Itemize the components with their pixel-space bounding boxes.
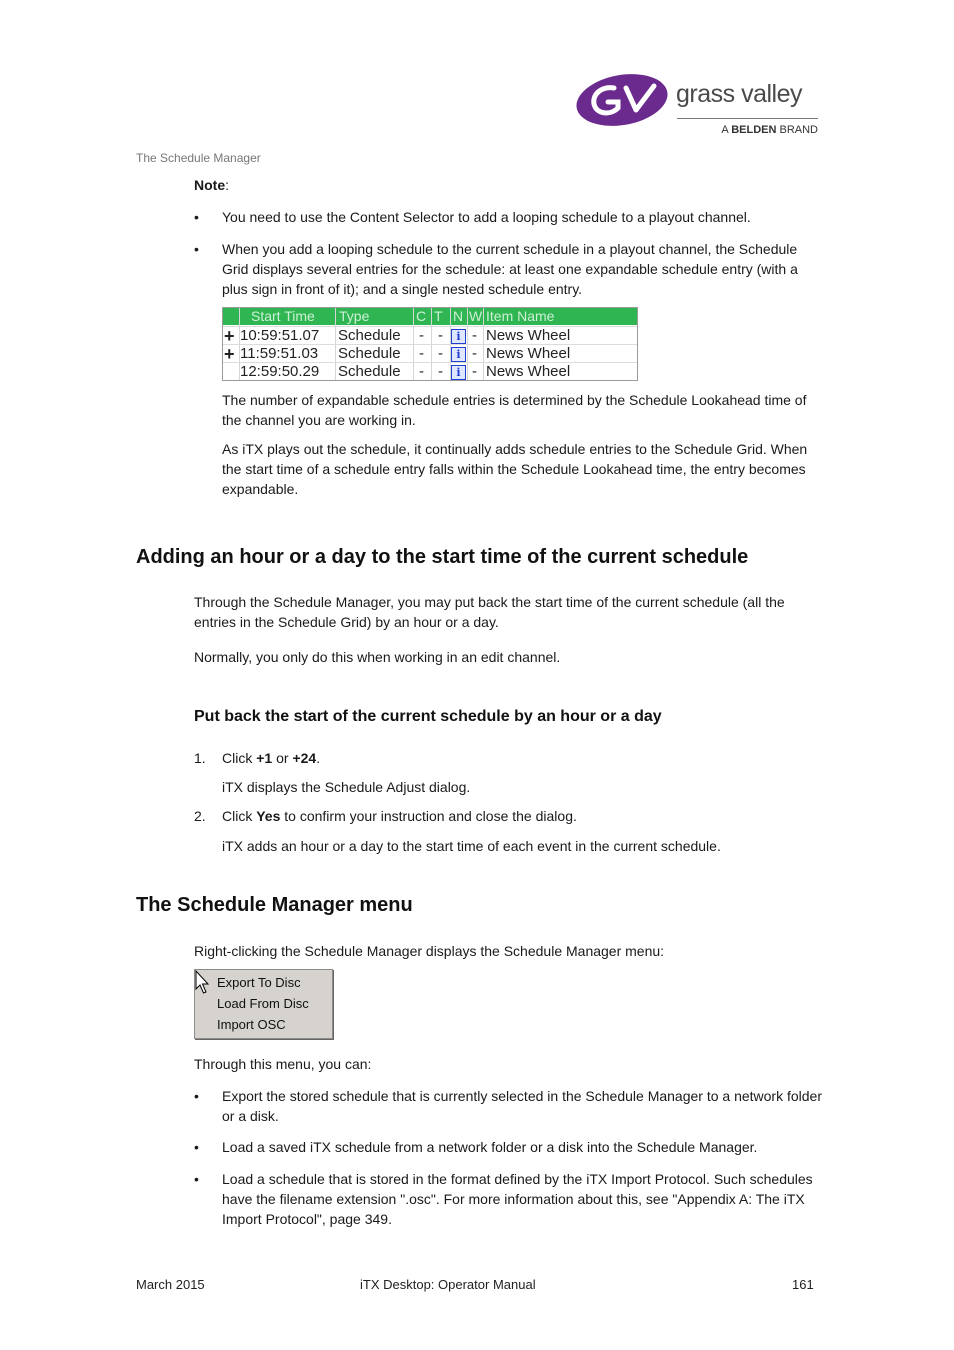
- info-icon[interactable]: i: [451, 347, 466, 362]
- bullet-dot: •: [194, 1171, 199, 1187]
- footer-page-number: 161: [792, 1277, 814, 1292]
- note-bullet-2: When you add a looping schedule to the current schedule in a playout channel, the Schedule Grid displays several entries for the schedule: at least one expandable schedule entry (with a plus sign in front of it); and a single nested schedule entry.: [222, 241, 798, 297]
- info-icon[interactable]: i: [451, 329, 466, 344]
- header-c: C: [416, 308, 427, 324]
- cell-c: -: [419, 327, 424, 344]
- cell-type: Schedule: [338, 345, 401, 362]
- note-label: Note: [194, 177, 226, 193]
- tag-prefix: A: [721, 124, 729, 136]
- table-row[interactable]: [223, 344, 637, 363]
- plus-twentyfour-label: +24: [292, 750, 317, 766]
- running-head: The Schedule Manager: [136, 151, 261, 165]
- step-text: Click: [222, 750, 257, 766]
- table-row[interactable]: [223, 326, 637, 345]
- menu-bullet-load: Load a saved iTX schedule from a network folder or a disk into the Schedule Manager.: [222, 1139, 758, 1155]
- cell-item-name: News Wheel: [486, 363, 571, 380]
- cell-c: -: [419, 345, 424, 362]
- header-start-time: Start Time: [251, 308, 315, 324]
- section-heading-adding-hour: Adding an hour or a day to the start time of the current schedule: [136, 546, 749, 568]
- step-2-result: iTX adds an hour or a day to the start time of each event in the current schedule.: [222, 838, 721, 854]
- mouse-pointer-icon: [195, 970, 211, 996]
- note-label-line: [194, 175, 822, 195]
- grass-valley-logo: [574, 70, 824, 136]
- schedule-grid: [222, 307, 638, 381]
- section1-paragraph-1: Through the Schedule Manager, you may put back the start time of the current schedule (all the entries in the Schedule Grid) by an hour or a day.: [194, 594, 785, 630]
- footer-date: March 2015: [136, 1277, 205, 1292]
- step-text: to confirm your instruction and close the dialog.: [280, 808, 577, 824]
- section1-paragraph-2: Normally, you only do this when working in an edit channel.: [194, 649, 561, 665]
- schedule-manager-context-menu: [194, 969, 333, 1039]
- plus-one-label: +1: [256, 750, 273, 766]
- cell-type: Schedule: [338, 327, 401, 344]
- cell-item-name: News Wheel: [486, 327, 571, 344]
- step-text: or: [272, 750, 293, 766]
- header-item-name: Item Name: [486, 308, 555, 324]
- cell-item-name: News Wheel: [486, 345, 571, 362]
- header-w: W: [469, 308, 483, 324]
- cell-w: -: [472, 327, 477, 344]
- section-heading-menu: The Schedule Manager menu: [136, 894, 413, 916]
- cell-w: -: [472, 363, 477, 380]
- bullet-dot: •: [194, 209, 199, 225]
- procedure-heading: Put back the start of the current schedule by an hour or a day: [194, 708, 662, 725]
- note-bullet-1: You need to use the Content Selector to add a looping schedule to a playout channel.: [222, 209, 751, 225]
- grid-header-row: [223, 308, 637, 325]
- cell-start-time: 12:59:50.29: [240, 363, 320, 380]
- cell-type: Schedule: [338, 363, 401, 380]
- step-1-instruction: [222, 748, 822, 768]
- section2-intro: Right-clicking the Schedule Manager displays the Schedule Manager menu:: [194, 943, 665, 959]
- step-number: 2.: [194, 808, 206, 824]
- menu-bullet-import: Load a schedule that is stored in the format defined by the iTX Import Protocol. Such schedules have the filename extension ".osc". For more information about this, see "Appendix A: The iTX Import Protocol", page 349.: [222, 1171, 813, 1227]
- cell-t: -: [438, 345, 443, 362]
- menu-item-export-to-disc[interactable]: Export To Disc: [217, 975, 301, 990]
- expand-plus-icon[interactable]: +: [224, 344, 235, 364]
- note-colon: :: [225, 177, 230, 193]
- header-n: N: [453, 308, 464, 324]
- header-t: T: [434, 308, 443, 324]
- cell-start-time: 10:59:51.07: [240, 327, 320, 344]
- logo-tagline: [721, 120, 818, 140]
- note-paragraph-2: As iTX plays out the schedule, it continually adds schedule entries to the Schedule Grid. When the start time of a schedule entry falls within the Schedule Lookahead time, the entry becomes expandable.: [222, 441, 808, 497]
- cell-t: -: [438, 363, 443, 380]
- expand-plus-icon[interactable]: +: [224, 326, 235, 346]
- cell-start-time: 11:59:51.03: [240, 345, 319, 362]
- step-text: Click: [222, 808, 257, 824]
- note-paragraph-1: The number of expandable schedule entries is determined by the Schedule Lookahead time of the channel you are working in.: [222, 392, 807, 428]
- table-row[interactable]: [223, 362, 637, 381]
- bullet-dot: •: [194, 1088, 199, 1104]
- step-text: .: [316, 750, 321, 766]
- cell-w: -: [472, 345, 477, 362]
- info-icon[interactable]: i: [451, 365, 466, 380]
- bullet-dot: •: [194, 241, 199, 257]
- logo-rule: [677, 118, 818, 119]
- header-type: Type: [339, 308, 370, 324]
- logo-wordmark: grass valley: [676, 80, 802, 108]
- footer-title: iTX Desktop: Operator Manual: [360, 1277, 536, 1292]
- yes-label: Yes: [256, 808, 281, 824]
- menu-bullet-export: Export the stored schedule that is currently selected in the Schedule Manager to a network folder or a disk.: [222, 1088, 823, 1124]
- step-2-instruction: [222, 806, 822, 826]
- bullet-dot: •: [194, 1139, 199, 1155]
- gv-emblem-icon: [574, 72, 674, 130]
- tag-suffix: BRAND: [779, 124, 818, 136]
- cell-t: -: [438, 327, 443, 344]
- section2-lead: Through this menu, you can:: [194, 1056, 372, 1072]
- menu-item-load-from-disc[interactable]: Load From Disc: [217, 996, 309, 1011]
- step-1-result: iTX displays the Schedule Adjust dialog.: [222, 779, 471, 795]
- tag-bold: BELDEN: [731, 124, 777, 136]
- menu-item-import-osc[interactable]: Import OSC: [217, 1017, 286, 1032]
- step-number: 1.: [194, 750, 206, 766]
- cell-c: -: [419, 363, 424, 380]
